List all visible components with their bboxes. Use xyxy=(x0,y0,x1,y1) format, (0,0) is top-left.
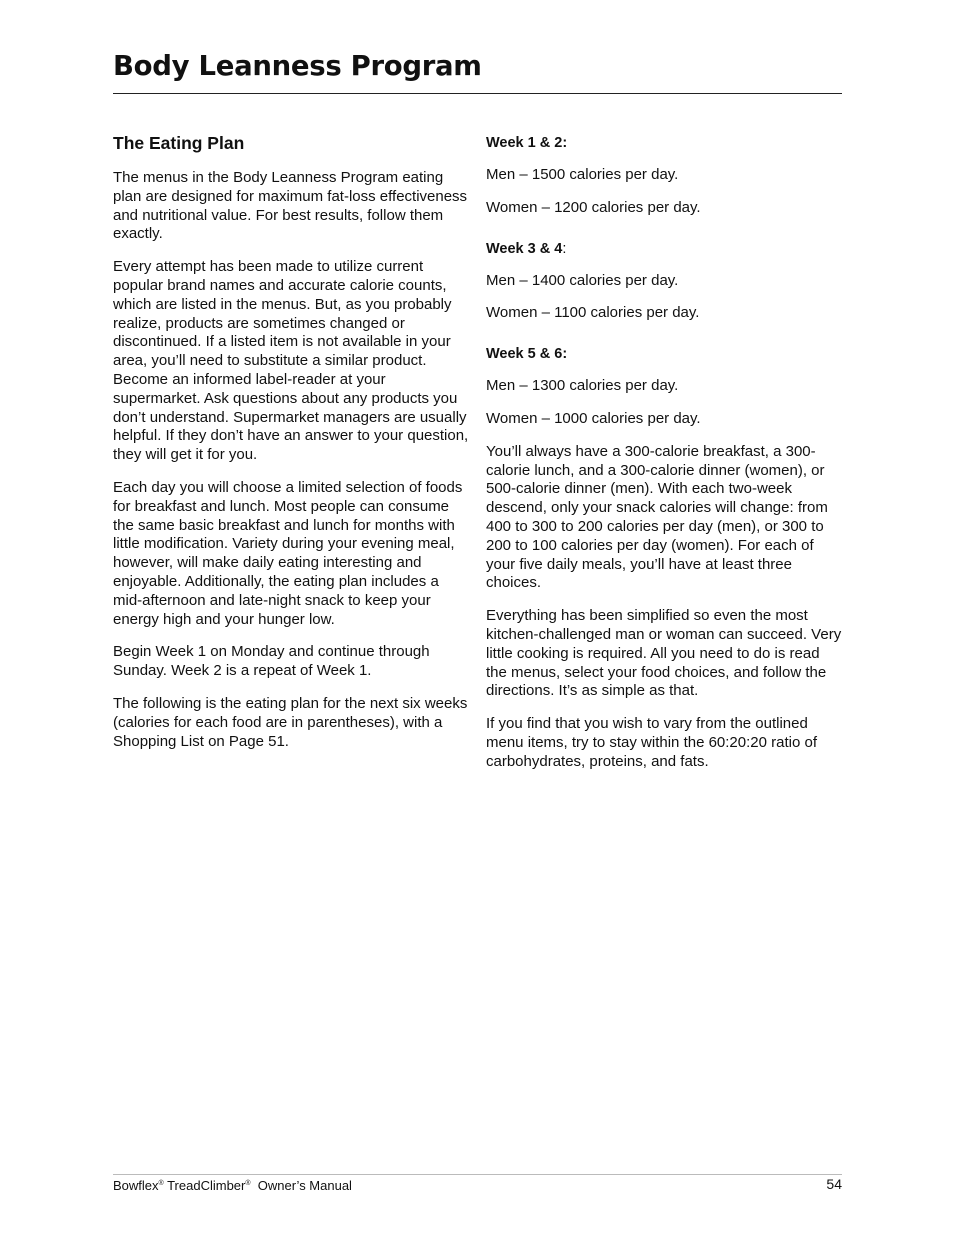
week-block-3-4 xyxy=(486,240,844,324)
week-men-calories: Men – 1300 calories per day. xyxy=(486,377,679,395)
paragraph-begin-week: Begin Week 1 on Monday and continue through Sunday. Week 2 is a repeat of Week 1. xyxy=(113,643,430,680)
paragraph-simplified: Everything has been simplified so even the most kitchen-challenged man or woman can succeed. Very little cooking is required. All you need to do is read the menus, select your food choices, and follow the directions. It’s as simple as that. xyxy=(486,607,842,700)
page-title: Body Leanness Program xyxy=(113,50,482,82)
week-heading: Week 3 & 4: xyxy=(486,240,567,257)
left-column xyxy=(113,131,471,765)
week-heading: Week 5 & 6: xyxy=(486,346,568,363)
week-women-calories: Women – 1200 calories per day. xyxy=(486,198,701,216)
paragraph-ratio: If you find that you wish to vary from the outlined menu items, try to stay within the 60:20:20 ratio of carbohydrates, proteins, and fats. xyxy=(486,715,817,770)
week-block-5-6 xyxy=(486,345,844,429)
paragraph-daily-choices: Each day you will choose a limited selection of foods for breakfast and lunch. Most people can consume the same basic breakfast and lunch for months with little modification. Variety during your evening meal, however, will make daily eating interesting and enjoyable. Additionally, the eating plan includes a mid-afternoon and late-night snack to keep your energy high and your hunger low. xyxy=(113,478,463,628)
week-women-calories: Women – 1100 calories per day. xyxy=(486,304,700,322)
footer-manual-title: Bowflex® TreadClimber® Owner’s Manual xyxy=(113,1178,352,1193)
right-column xyxy=(486,134,844,786)
title-divider xyxy=(113,93,842,94)
week-block-1-2 xyxy=(486,134,844,218)
week-men-calories: Men – 1400 calories per day. xyxy=(486,271,679,289)
footer-divider xyxy=(113,1174,842,1175)
page-number: 54 xyxy=(826,1176,842,1192)
paragraph-intro: The menus in the Body Leanness Program eating plan are designed for maximum fat-loss effectiveness and nutritional value. For best results, follow them exactly. xyxy=(113,169,468,243)
paragraph-brand-names: Every attempt has been made to utilize current popular brand names and accurate calorie counts, which are listed in the menus. But, as you probably realize, products are sometimes changed or discontinued. If a listed item is not available in your area, you’ll need to substitute a similar product. Become an informed label-reader at your supermarket. Ask questions about any products you don’t understand. Supermarket managers are usually helpful. If they don’t have an answer to your question, they will get it for you. xyxy=(113,258,469,464)
week-heading: Week 1 & 2: xyxy=(486,135,568,151)
week-men-calories: Men – 1500 calories per day. xyxy=(486,166,679,183)
paragraph-following-plan: The following is the eating plan for the next six weeks (calories for each food are in parentheses), with a Shopping List on Page 51. xyxy=(113,694,468,750)
paragraph-meal-calories: You’ll always have a 300-calorie breakfast, a 300-calorie lunch, and a 300-calorie dinner (women), or 500-calorie dinner (men). With each two-week descend, only your snack calories will change: from 400 to 300 to 200 calories per day (men), or 300 to 200 to 100 calories per day (women). For each of your five daily meals, you’ll have at least three choices. xyxy=(486,442,828,592)
section-heading-eating-plan: The Eating Plan xyxy=(113,133,245,153)
week-women-calories: Women – 1000 calories per day. xyxy=(486,409,701,427)
